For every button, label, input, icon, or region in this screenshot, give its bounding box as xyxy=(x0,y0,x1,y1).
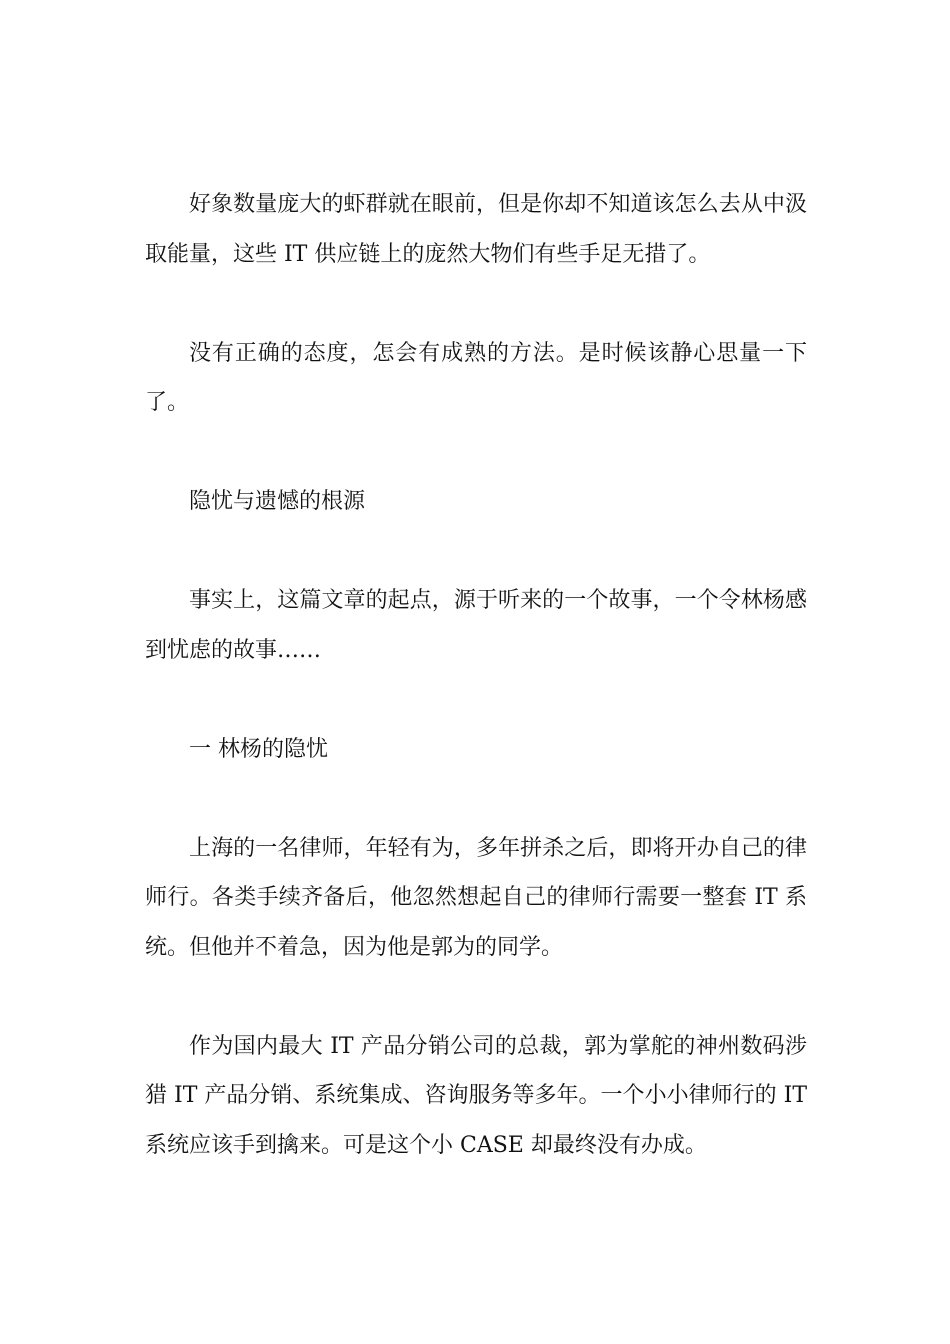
paragraph-attitude: 没有正确的态度，怎会有成熟的方法。是时候该静心思量一下了。 xyxy=(145,340,807,415)
paragraph-lawyer: 上海的一名律师，年轻有为，多年拼杀之后，即将开办自己的律师行。各类手续齐备后，他忽然想起自己的律师行需要一整套 IT 系统。但他并不着急，因为他是郭为的同学。 xyxy=(145,835,807,960)
paragraph-intro: 好象数量庞大的虾群就在眼前，但是你却不知道该怎么去从中汲取能量，这些 IT 供应链上的庞然大物们有些手足无措了。 xyxy=(145,192,807,267)
section-heading-linyang: 一 林杨的隐忧 xyxy=(189,736,328,762)
section-heading-roots: 隐忧与遗憾的根源 xyxy=(189,489,366,514)
paragraph-spacer xyxy=(145,428,807,478)
paragraph-digital-china: 作为国内最大 IT 产品分销公司的总裁，郭为掌舵的神州数码涉猎 IT 产品分销、系统集成、咨询服务等多年。一个小小律师行的 IT 系统应该手到擒来。可是这个小 CASE 却最终没有办成。 xyxy=(145,1033,807,1158)
paragraph-spacer xyxy=(145,774,807,824)
paragraph-spacer xyxy=(145,527,807,577)
paragraph-story-origin: 事实上，这篇文章的起点，源于听来的一个故事，一个令林杨感到忧虑的故事…… xyxy=(145,588,807,663)
paragraph-spacer xyxy=(145,279,807,329)
document-body xyxy=(145,180,807,1170)
paragraph-spacer xyxy=(145,972,807,1022)
paragraph-spacer xyxy=(145,675,807,725)
